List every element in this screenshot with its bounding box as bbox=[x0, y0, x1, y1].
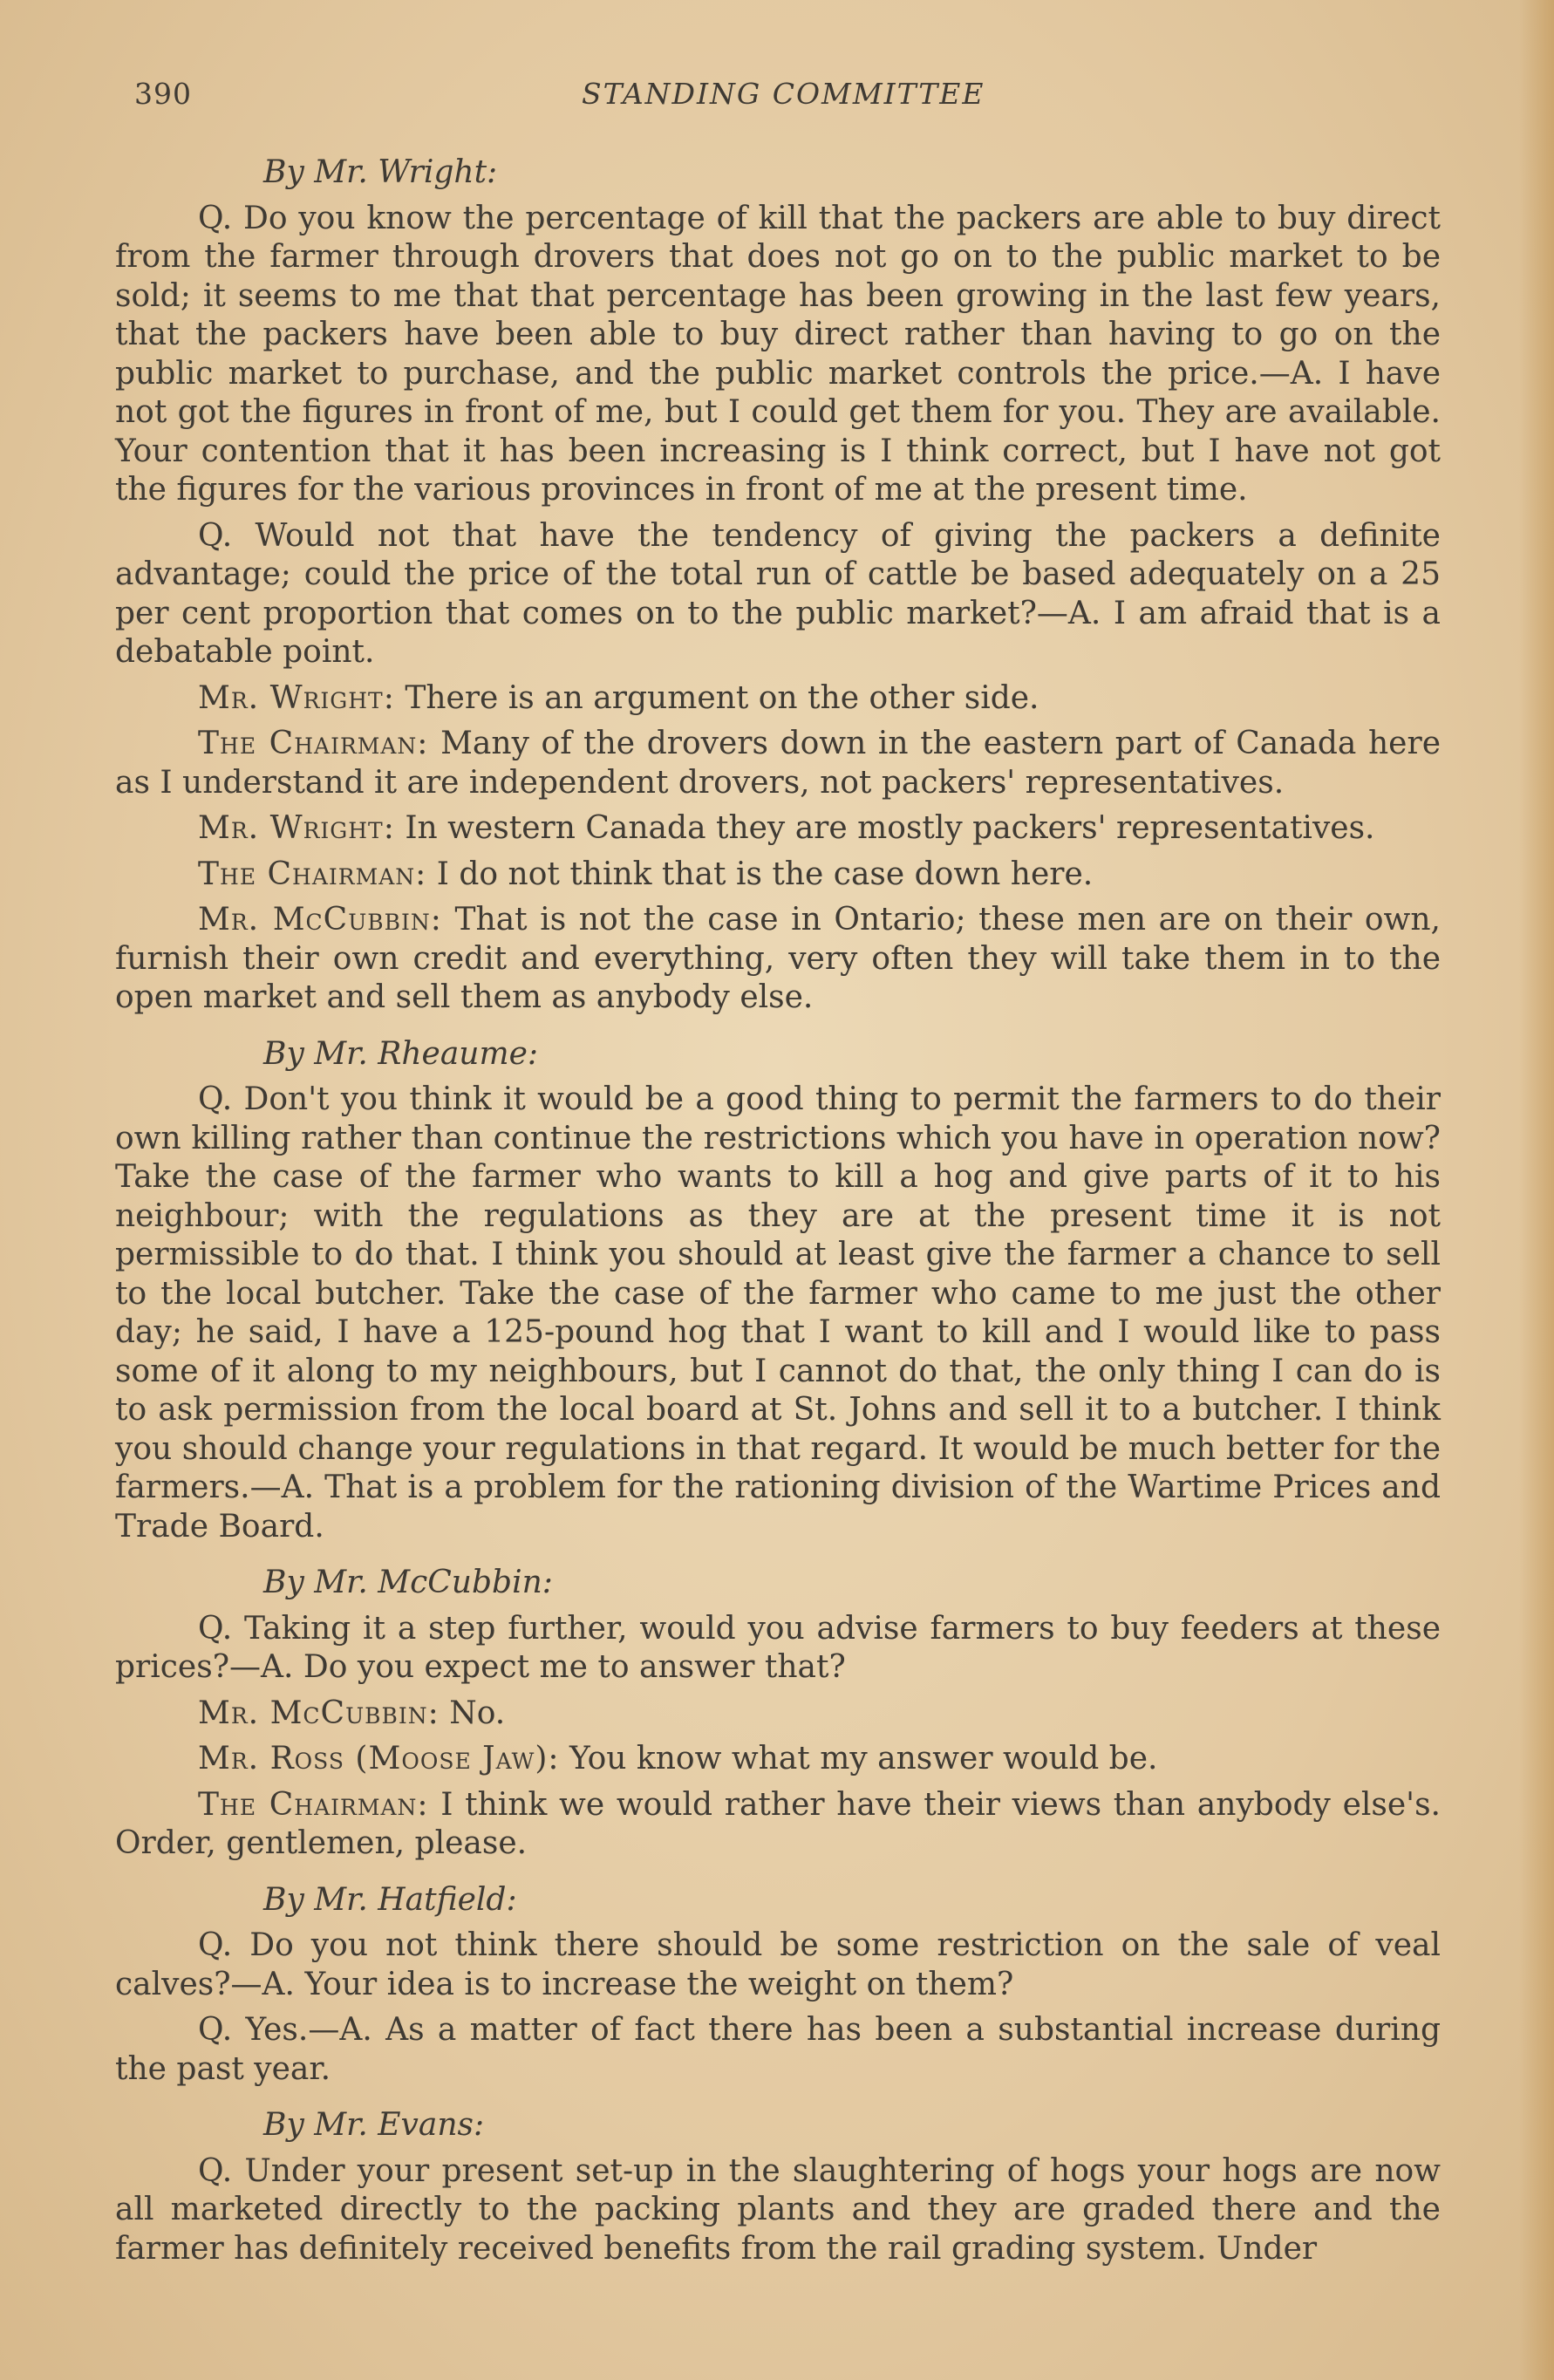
paragraph-text: Many of the drovers down in the eastern part of Canada here as I understand it are independent drovers, not packers' representatives. bbox=[115, 726, 1441, 801]
document-page bbox=[115, 77, 1441, 2275]
speaker-name: The Chairman: bbox=[198, 856, 427, 892]
speaker-name: Mr. Wright: bbox=[198, 810, 395, 846]
speaker-name: Mr. McCubbin: bbox=[198, 1695, 440, 1731]
question-answer-paragraph bbox=[115, 2152, 1441, 2269]
speaker-name: The Chairman: bbox=[198, 726, 429, 761]
paragraph-text: You know what my answer would be. bbox=[569, 1741, 1158, 1776]
paragraph-text: Q. Do you not think there should be some restriction on the sale of veal calves?—A. Your idea is to increase the weight on them? bbox=[115, 1927, 1441, 2002]
running-head bbox=[115, 77, 1441, 119]
question-answer-paragraph bbox=[115, 200, 1441, 510]
question-answer-paragraph bbox=[115, 1081, 1441, 1546]
examiner-heading: By Mr. Rheaume: bbox=[263, 1035, 539, 1072]
speaker-paragraph bbox=[115, 679, 1441, 719]
paragraph-text: Q. Under your present set-up in the slaughtering of hogs your hogs are now all marketed directly to the packing plants and they are graded there and the farmer has definitely received benefits from the rail grading system. Under bbox=[115, 2152, 1441, 2267]
examiner-heading: By Mr. Evans: bbox=[263, 2107, 485, 2143]
speaker-paragraph bbox=[115, 1740, 1441, 1779]
speaker-name: The Chairman: bbox=[198, 1786, 429, 1823]
examiner-heading: By Mr. McCubbin: bbox=[263, 1565, 553, 1600]
speaker-paragraph bbox=[115, 1786, 1441, 1864]
paragraph-text: Q. Would not that have the tendency of giving the packers a definite advantage; could the price of the total run of cattle be based adequately on a 25 per cent proportion that comes on to the public market?—A. I am afraid that is a debatable point. bbox=[115, 517, 1441, 670]
page-edge-shadow bbox=[1519, 0, 1554, 2380]
paragraph-text: In western Canada they are mostly packers' representatives. bbox=[405, 810, 1375, 846]
examiner-heading: By Mr. Wright: bbox=[263, 154, 498, 190]
question-answer-paragraph bbox=[115, 517, 1441, 672]
speaker-name: Mr. Wright: bbox=[198, 679, 395, 716]
speaker-name: Mr. Ross (Moose Jaw): bbox=[198, 1741, 560, 1776]
running-title: STANDING COMMITTEE bbox=[582, 77, 985, 111]
paragraph-text: Q. Taking it a step further, would you advise farmers to buy feeders at these prices?—A. Do you expect me to answer that? bbox=[115, 1610, 1441, 1685]
paragraph-text: I think we would rather have their views than anybody else's. Order, gentlemen, please. bbox=[115, 1786, 1441, 1861]
speaker-paragraph bbox=[115, 809, 1441, 849]
speaker-paragraph bbox=[115, 856, 1441, 895]
examiner-heading: By Mr. Hatfield: bbox=[263, 1881, 517, 1918]
paragraph-text: That is not the case in Ontario; these men are on their own, furnish their own credit and everything, very often they will take them in to the open market and sell them as anybody else. bbox=[115, 902, 1441, 1015]
paragraph-text: I do not think that is the case down here. bbox=[436, 856, 1094, 892]
paragraph-text: Q. Do you know the percentage of kill that the packers are able to buy direct from the farmer through drovers that does not go on to the public market to be sold; it seems to me that that percentage has been growing in the last few years, that the packers have been able to buy direct rather than having to go on the public market to purchase, and the public market controls the price.—A. I have not got the figures in front of me, but I could get them for you. They are available. Your contention that it has been increasing is I think correct, but I have not got the figures for the various provinces in front of me at the present time. bbox=[115, 200, 1441, 508]
question-answer-paragraph bbox=[115, 1610, 1441, 1688]
speaker-name: Mr. McCubbin: bbox=[198, 902, 442, 938]
speaker-paragraph bbox=[115, 901, 1441, 1018]
speaker-paragraph bbox=[115, 1695, 1441, 1734]
paragraph-text: There is an argument on the other side. bbox=[405, 679, 1039, 716]
page-number: 390 bbox=[134, 77, 192, 111]
question-answer-paragraph bbox=[115, 1927, 1441, 2004]
paragraph-text: No. bbox=[449, 1695, 506, 1731]
paragraph-text: Q. Yes.—A. As a matter of fact there has been a substantial increase during the past year. bbox=[115, 2012, 1441, 2087]
question-answer-paragraph bbox=[115, 2011, 1441, 2089]
paragraph-text: Q. Don't you think it would be a good thing to permit the farmers to do their own killing rather than continue the restrictions which you have in operation now? Take the case of the farmer who wants to kill a hog and give parts of it to his neighbour; with the regulations as they are at the present time it is not permissible to do that. I think you should at least give the farmer a chance to sell to the local butcher. Take the case of the farmer who came to me just the other day; he said, I have a 125-pound hog that I want to kill and I would like to pass some of it along to my neighbours, but I cannot do that, the only thing I can do is to ask permission from the local board at St. Johns and sell it to a butcher. I think you should change your regulations in that regard. It would be much better for the farmers.—A. That is a problem for the rationing division of the Wartime Prices and Trade Board. bbox=[115, 1081, 1441, 1545]
transcript-body bbox=[115, 153, 1441, 2268]
speaker-paragraph bbox=[115, 725, 1441, 802]
